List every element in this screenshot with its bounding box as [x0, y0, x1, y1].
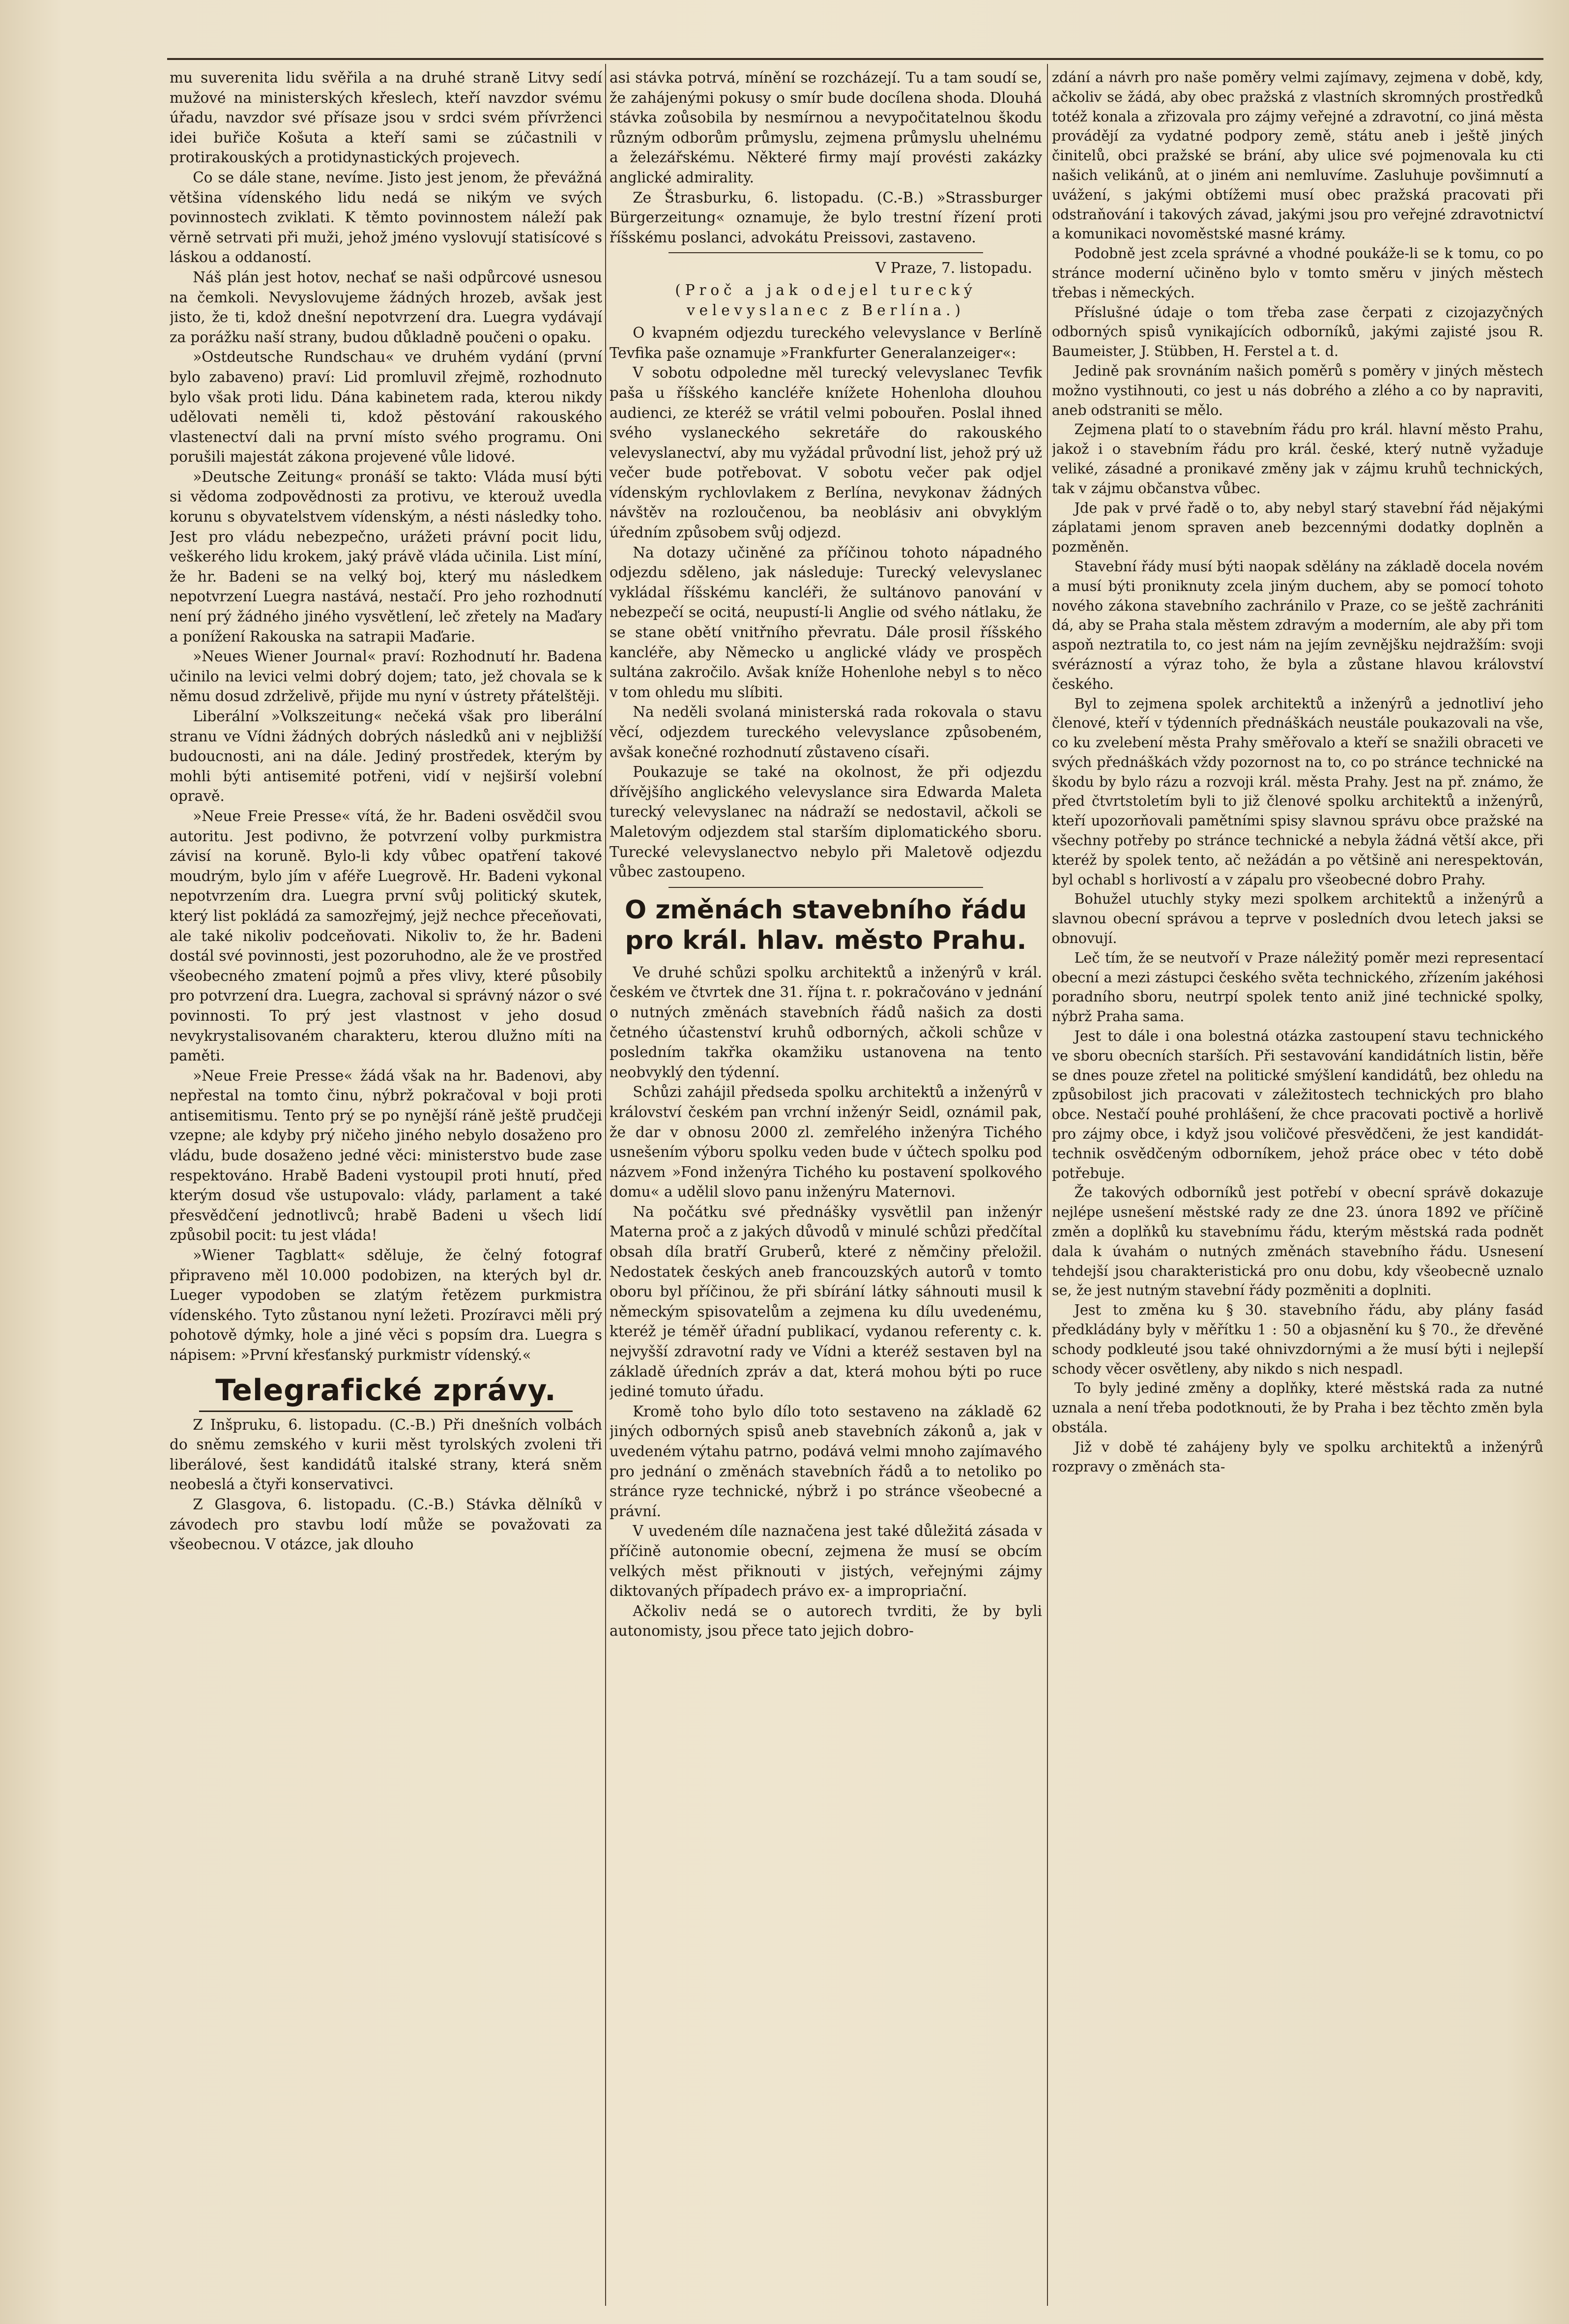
top-rule	[167, 58, 1543, 60]
paragraph: Na neděli svolaná ministerská rada rokovala o stavu věcí, odjezdem tureckého velevyslance způsobeném, avšak konečné rozhodnutí zůstaveno císaři.	[610, 704, 1042, 761]
paragraph: Z Inšpruku, 6. listopadu. (C.-B.) Při dnešních volbách do sněmu zemského v kurii měst tyrolských zvoleni tři liberálové, šest kandidátů italské strany, která sněm neobeslá a čtyři konservativci.	[170, 1416, 602, 1493]
paragraph: O kvapném odjezdu tureckého velevyslance v Berlíně Tevfika paše oznamuje »Frankfurter Generalanzeiger«:	[610, 324, 1042, 361]
paragraph: To byly jediné změny a doplňky, které městská rada za nutné uznala a není třeba podotknouti, že by Praha i bez těchto změn byla obstála.	[1052, 1380, 1543, 1436]
column-2	[610, 68, 1042, 2300]
paragraph: »Wiener Tagblatt« sděluje, že čelný fotograf připraveno měl 10.000 podobizen, na kterých byl dr. Lueger vypodoben se zlatým řetězem purkmistra vídenského. Tyto zůstanou nyní ležeti. Prozíravci měli prý pohotově dýmky, hole a jiné věci s popsím dra. Luegra s nápisem: »První křesťanský purkmistr vídenský.«	[170, 1247, 602, 1363]
paragraph: Ve druhé schůzi spolku architektů a inženýrů v král. českém ve čtvrtek dne 31. října t. r. pokračováno v jednání o nutných změnách stavebních řádů našich za dosti četného účastenství kruhů odborných, ačkoli schůze v posledním takřka okamžiku ustanovena na tento neobvyklý den týdenní.	[610, 964, 1042, 1081]
paragraph: Ze Štrasburku, 6. listopadu. (C.-B.) »Strassburger Bürgerzeitung« oznamuje, že bylo trestní řízení proti říšskému poslanci, advokátu Preissovi, zastaveno.	[610, 189, 1042, 246]
paragraph: Schůzi zahájil předseda spolku architektů a inženýrů v království českém pan vrchní inženýr Seidl, oznámil pak, že dar v obnosu 2000 zl. zemřelého inženýra Tichého usnešením výboru spolku veden bude v účtech spolku pod názvem »Fond inženýra Tichého ku postavení spolkového domu« a udělil slovo panu inženýru Maternovi.	[610, 1084, 1042, 1201]
article-subheading: (Proč a jak odejel turecký velevyslanec z Berlína.)	[675, 281, 977, 319]
paragraph: »Neues Wiener Journal« praví: Rozhodnutí hr. Badena učinilo na levici velmi dobrý dojem; tato, jež chovala se k němu dosud zdrželivě, přijde mu nyní v ústrety přátelštěji.	[170, 648, 602, 705]
paragraph: Jest to dále i ona bolestná otázka zastoupení stavu technického ve sboru obecních starších. Při sestavování kandidátních listin, běře se dnes pouze zřetel na politické smýšlení kandidátů, bez ohledu na způsobilost jich pracovati v záležitostech technických pro blaho obce. Nestačí pouhé prohlášení, že chce pracovati poctivě a horlivě pro zájmy obce, i když jsou voličové přesvědčeni, že jest kandidát-technik osvědčeným odborníkem, jehož práce obec v této době potřebuje.	[1052, 1028, 1543, 1181]
section-heading-telegraph: Telegrafické zprávy.	[215, 1373, 556, 1408]
column-3	[1052, 68, 1543, 2300]
paragraph: Liberální »Volkszeitung« nečeká však pro liberální stranu ve Vídni žádných dobrých následků ani v nejbližší budoucnosti, ani na dále. Jediný prostředek, kterým by mohli býti antisemité potřeni, vidí v nejširší volební opravě.	[170, 708, 602, 805]
paragraph: Co se dále stane, nevíme. Jisto jest jenom, že převážná většina vídenského lidu nedá se nikým ve svých povinnostech zviklati. K těmto povinnostem náleží pak věrně setrvati při muži, jehož jméno vyslovují statisícové s láskou a oddaností.	[170, 169, 602, 266]
paragraph: Jest to změna ku § 30. stavebního řádu, aby plány fasád předkládány byly v měřítku 1 : 50 a objasnění ku § 70., že dřevěné schody podkleuté jsou také ohnivzdornými a že musí býti i nejlepší schody věcer osvětleny, aby nikdo s nich nespadl.	[1052, 1302, 1543, 1377]
paragraph: Na počátku své přednášky vysvětlil pan inženýr Materna proč a z jakých důvodů v minulé schůzi předčítal obsah díla bratří Gruberů, které z němčiny přeložil. Nedostatek českých aneb francouzských autorů v tomto oboru byl příčinou, že při sbírání látky sáhnouti musil k německým spisovatelům a zejmena ku dílu uvedenému, kteréž je téměř úřadní publikací, vydanou referenty c. k. nejvyšší zdravotní rady ve Vídni a kteréž sestaven byl na základě úředních zpráv a dat, která mohou býti po ruce jediné tomuto úřadu.	[610, 1203, 1042, 1400]
paragraph: »Neue Freie Presse« žádá však na hr. Badenovi, aby nepřestal na tomto činu, nýbrž pokračoval v boji proti antisemitismu. Tento prý se po nynější ráně ještě prudčeji vzepne; ale kdyby prý ničeho jiného nebylo dosaženo pro vládu, bude dosaženo jedné věci: ministerstvo bude zase respektováno. Hrabě Badeni vystoupil proti hnutí, před kterým dosud vše ustupovalo: vlády, parlament a také přesvědčení jednotlivců; hrabě Badeni u všech lidí způsobil pocit: tu jest vláda!	[170, 1067, 602, 1244]
paragraph: V sobotu odpoledne měl turecký velevyslanec Tevfik paša u říšského kancléře knížete Hohenloha dlouhou audienci, ze kteréž se vrátil velmi pobouřen. Poslal ihned svého vyslaneckého sekretáře do rakouského velevyslanectví, aby mu vyžádal průvodní list, jehož prý už večer bude potřebovat. V sobotu večer pak odjel vídenským rychlovlakem z Berlína, nevykonav žádných návštěv na rozloučenou, ba neoblásiv ani obvyklým úředním způsobem svůj odjezd.	[610, 364, 1042, 541]
separator	[668, 252, 983, 253]
column-divider-1	[605, 64, 606, 2306]
column-1	[170, 68, 602, 2300]
paragraph: Stavební řády musí býti naopak sdělány na základě docela novém a musí býti proniknuty zcela jiným duchem, aby se pomocí tohoto nového zákona stavebního zachránilo v Praze, co se ještě zachrániti dá, aby se Praha stala městem zdravým a moderním, ale aby při tom aspoň neztratila to, co jest nám na jejím zevnějšku nejdražším: svoji svérázností a výraz toho, že byla a zůstane hlavou království českého.	[1052, 558, 1543, 692]
paragraph: Na dotazy učiněné za příčinou tohoto nápadného odjezdu sděleno, jak následuje: Turecký velevyslanec vykládal říšskému kancléři, že sultánovo panování v nebezpečí se ocitá, neupustí-li Anglie od svého nátlaku, že se stane obětí vnitřního převratu. Dále prosil říšského kancléře, aby Německo u anglické vlády ve prospěch sultána zakročilo. Avšak kníže Hohenlohe nebyl s to něco v tom ohledu mu slíbiti.	[610, 544, 1042, 701]
paragraph: Zejmena platí to o stavebním řádu pro král. hlavní město Prahu, jakož i o stavebním řádu pro král. české, který nutně vyžaduje veliké, zásadné a pronikavé změny jak v zájmu kruhů technických, tak v zájmu občanstva vůbec.	[1052, 421, 1543, 497]
paragraph: Ačkoliv nedá se o autorech tvrditi, že by byli autonomisty, jsou přece tato jejich dobro-	[610, 1602, 1042, 1640]
heading-rule	[199, 1411, 573, 1412]
paragraph: Podobně jest zcela správné a vhodné poukáže-li se k tomu, co po stránce moderní učiněno bylo v tomto směru v jiných městech třebas i německých.	[1052, 245, 1543, 301]
paragraph: »Deutsche Zeitung« pronáší se takto: Vláda musí býti si vědoma zodpovědnosti za protivu, ve kterouž uvedla korunu s obyvatelstvem vídenským, a nésti následky toho. Jest pro vládu nebezpečno, urážeti právní pocit lidu, veškerého lidu krokem, jaký právě vláda učinila. List míní, že hr. Badeni se na velký boj, který mu následkem nepotvrzení Luegra nastává, nestačí. Pro jeho rozhodnutí není prý žádného jiného vysvětlení, leč zřetely na Maďary a ponížení Rakouska na satrapii Maďarie.	[170, 468, 602, 645]
article-headline: O změnách stavebního řádu pro král. hlav. město Prahu.	[624, 895, 1027, 955]
paragraph: Byl to zejmena spolek architektů a inženýrů a jednotliví jeho členové, kteří v týdenních přednáškách neustále poukazovali na vše, co ku zvelebení města Prahy směřovalo a kteří se snažili obraceti ve svých přednáškách vždy pozornost na to, co po stránce technické na škodu by bylo rázu a rozvoji král. města Prahy. Jest na př. známo, že před čtvrtstoletím byli to již členové spolku architektů a inženýrů, kteří upozorňovali pamětními spisy slavnou správu obce pražské na všechny potřeby po stránce technické a nebyla žádná větší akce, při kteréž by spolek tento, ač nežádán a po většině ani nerespektován, byl ochabl s horlivostí a v zápalu pro všeobecné dobro Prahy.	[1052, 695, 1543, 888]
paragraph: mu suverenita lidu svěřila a na druhé straně Litvy sedí mužové na ministerských křeslech, kteří navzdor svému úřadu, navzdor své přísaze jsou v srdci svém přívrženci idei buřiče Košuta a kteří sami se zúčastnili v protirakouských a protidynastických projevech.	[170, 69, 602, 166]
paragraph: »Neue Freie Presse« vítá, že hr. Badeni osvědčil svou autoritu. Jest podivno, že potvrzení volby purkmistra závisí na koruně. Bylo-li kdy vůbec opatření takové moudrým, bylo jím v aféře Luegrově. Hr. Badeni vykonal nepotvrzením dra. Luegra první svůj politický skutek, který list pokládá za samozřejmý, jejž nechce přeceňovati, ale také nikoliv podceňovati. Nikoliv to, že hr. Badeni dostál své povinnosti, jest pozoruhodno, ale že ve prostřed všeobecného zmatení pojmů a přes vlivy, které působily pro potvrzení dra. Luegra, zachoval si správný názor o své povinnosti. To prý jest vlastnost v jeho dosud nevykrystalisovaném charakteru, kterou dlužno míti na paměti.	[170, 807, 602, 1064]
paragraph: zdání a návrh pro naše poměry velmi zajímavy, zejmena v době, kdy, ačkoliv se žádá, aby obec pražská z vlastních skromných prostředků totéž konala a zřizovala pro zájmy veřejné a zdravotní, co jiná města provádějí za vydatné podpory země, státu aneb i ještě jiných činitelů, obci pražské se brání, aby ulice své pojmenovala ku cti našich velikánů, at o jiném ani nemluvíme. Zasluhuje povšimnutí a uvážení, s jakými obtížemi musí obec pražská pracovati při odstraňování i takových závad, jakými jsou pro veřejné zdravotnictví a komunikaci novoměstské masné krámy.	[1052, 69, 1543, 242]
paragraph: Jedině pak srovnáním našich poměrů s poměry v jiných městech možno vystihnouti, co jest u nás dobrého a zlého a co by napraviti, aneb odstraniti se mělo.	[1052, 362, 1543, 418]
separator	[668, 887, 983, 888]
paragraph: »Ostdeutsche Rundschau« ve druhém vydání (první bylo zabaveno) praví: Lid promluvil zřejmě, rozhodnuto bylo však proti lidu. Dána kabinetem rada, kterou nikdy udělovati neměli ti, kdož pěstování rakouského vlastenectví dali na první místo svého programu. Oni porušili majestát zákona projevené vůle lidové.	[170, 349, 602, 466]
paragraph: Poukazuje se také na okolnost, že při odjezdu dřívějšího anglického velevyslance sira Edwarda Maleta turecký velevyslanec na nádraží se nedostavil, ačkoli se Maletovým odjezdem stal starším diplomatického sboru. Turecké velevyslanectvo nebylo při Maletově odjezdu vůbec zastoupeno.	[610, 764, 1042, 881]
paragraph: Již v době té zahájeny byly ve spolku architektů a inženýrů rozpravy o změnách sta-	[1052, 1439, 1543, 1475]
paragraph: Z Glasgova, 6. listopadu. (C.-B.) Stávka dělníků v závodech pro stavbu lodí může se považovati za všeobecnou. V otázce, jak dlouho	[170, 1496, 602, 1553]
paragraph: asi stávka potrvá, mínění se rozcházejí. Tu a tam soudí se, že zahájenými pokusy o smír bude docílena shoda. Dlouhá stávka zoůsobila by nesmírnou a nevypočitatelnou škodu různým odborům průmyslu, zejmena průmyslu uhelnému a železářskému. Některé firmy mají provésti zakázky anglické admirality.	[610, 69, 1042, 186]
dateline: V Praze, 7. listopadu.	[875, 260, 1032, 277]
paragraph: Bohužel utuchly styky mezi spolkem architektů a inženýrů a slavnou obecní správou a teprve v posledních dvou letech jaksi se obnovují.	[1052, 891, 1543, 947]
paragraph: V uvedeném díle naznačena jest také důležitá zásada v příčině autonomie obecní, zejmena že musí se obcím velkých měst přiknouti v jistých, veřejnými zájmy diktovaných případech právo ex- a impropriační.	[610, 1523, 1042, 1600]
column-divider-2	[1047, 64, 1048, 2306]
paragraph: Jde pak v prvé řadě o to, aby nebyl starý stavební řád nějakými záplatami jenom spraven aneb bezcennými dodatky doplněn a pozměněn.	[1052, 500, 1543, 556]
paragraph: Náš plán jest hotov, nechať se naši odpůrcové usnesou na čemkoli. Nevyslovujeme žádných hrozeb, avšak jest jisto, že ti, kdož dnešní nepotvrzení dra. Luegra vydávají za porážku naší strany, budou důkladně poučeni o opaku.	[170, 268, 602, 346]
paragraph: Kromě toho bylo dílo toto sestaveno na základě 62 jiných odborných spisů aneb stavebních zákonů a, jak v uvedeném výtahu patrno, podává velmi mnoho zajímavého pro jednání o změnách stavebních řádů a to netoliko po stránce ryze technické, nýbrž i po stránce všeobecné a právní.	[610, 1403, 1042, 1520]
paragraph: Příslušné údaje o tom třeba zase čerpati z cizojazyčných odborných spisů vynikajících odborníků, jakými zajisté jsou R. Baumeister, J. Stübben, H. Ferstel a t. d.	[1052, 304, 1543, 360]
paragraph: Že takových odborníků jest potřebí v obecní správě dokazuje nejlépe usnešení městské rady ze dne 23. února 1892 ve příčině změn a doplňků ku stavebnímu řádu, kterým městská rada podnět dala k úvahám o nutných změnách stavebního řádu. Usnesení tehdejší jsou charakteristická pro onu dobu, kdy všeobecně uznalo se, že jest nutným stavební řády pozměniti a doplniti.	[1052, 1184, 1543, 1299]
paragraph: Leč tím, že se neutvoří v Praze náležitý poměr mezi representací obecní a mezi zástupci českého světa technického, zřízením jakéhosi poradního sboru, neutrpí spolek tento aniž jiné technické spolky, nýbrž Praha sama.	[1052, 949, 1543, 1025]
